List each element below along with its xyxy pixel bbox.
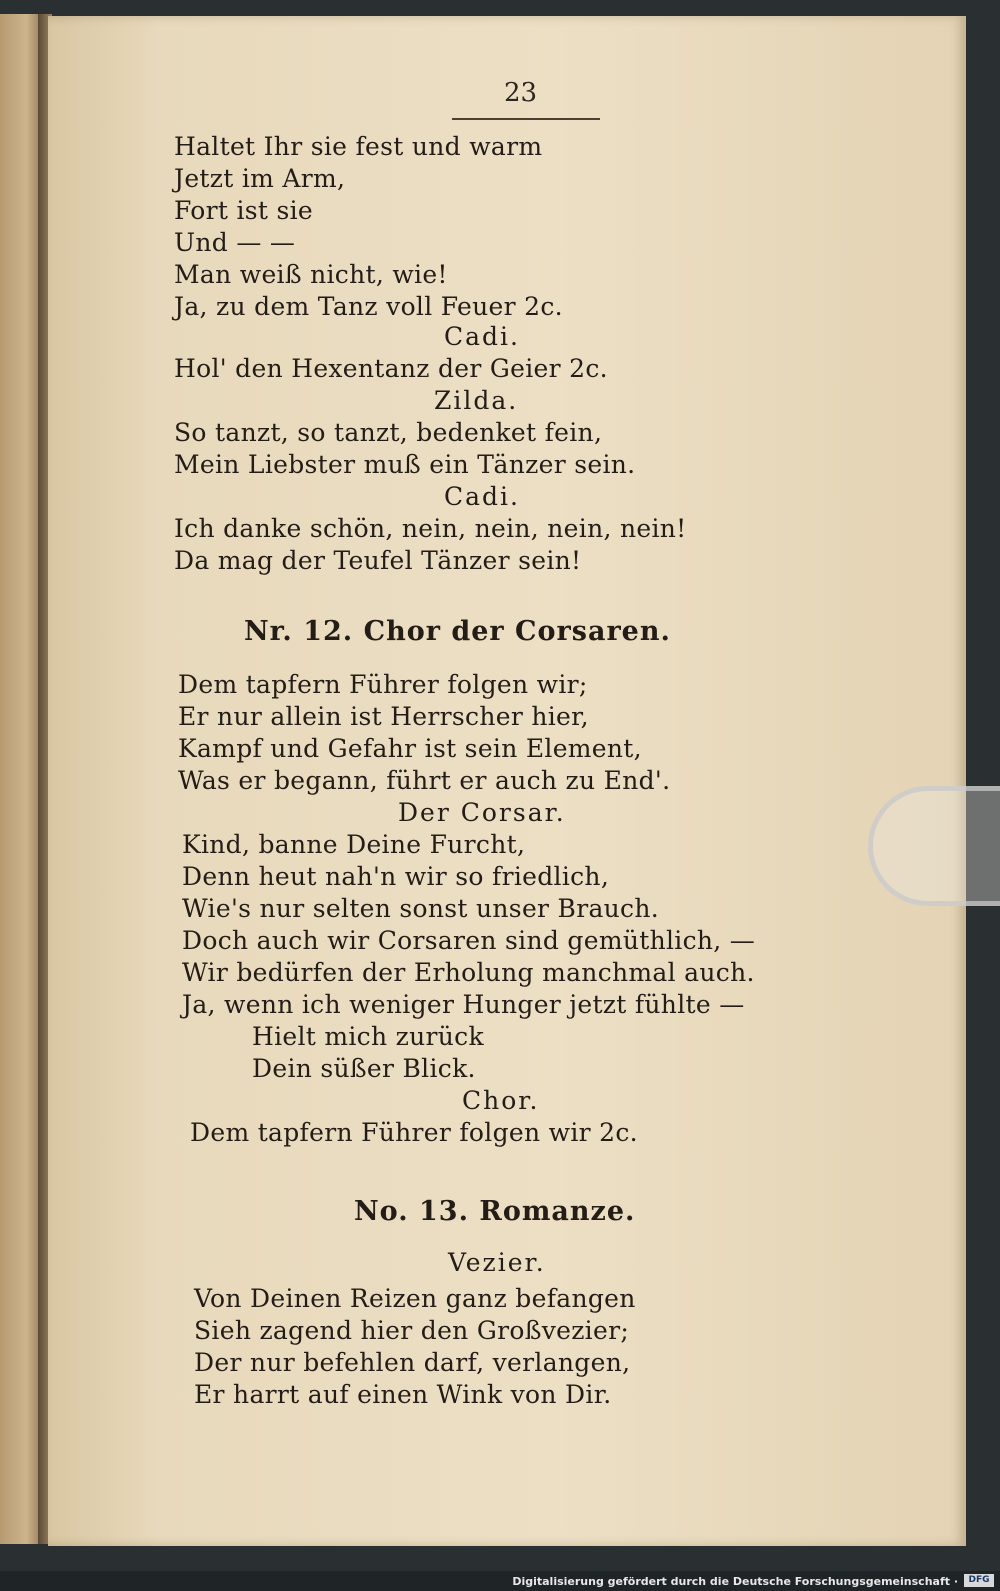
speaker-name: Chor. <box>462 1086 540 1115</box>
book-page <box>48 16 966 1546</box>
verse-line: Kampf und Gefahr ist sein Element, <box>178 734 642 763</box>
verse-line: Er harrt auf einen Wink von Dir. <box>194 1380 612 1409</box>
verse-line: Haltet Ihr sie fest und warm <box>174 132 543 161</box>
footer-credit: Digitalisierung gefördert durch die Deutsche Forschungsgemeinschaft · <box>512 1575 958 1588</box>
verse-line: Der nur befehlen darf, verlangen, <box>194 1348 631 1377</box>
verse-line: Jetzt im Arm, <box>174 164 346 193</box>
verse-line: Ja, zu dem Tanz voll Feuer 2c. <box>174 292 563 321</box>
speaker-name: Vezier. <box>448 1248 546 1277</box>
page-number: 23 <box>504 78 538 108</box>
verse-line: Man weiß nicht, wie! <box>174 260 448 289</box>
verse-line: Dem tapfern Führer folgen wir 2c. <box>190 1118 638 1147</box>
verse-line: Kind, banne Deine Furcht, <box>182 830 526 859</box>
header-rule <box>452 118 600 120</box>
verse-line: Doch auch wir Corsaren sind gemüthlich, — <box>182 926 756 955</box>
verse-line: Da mag der Teufel Tänzer sein! <box>174 546 582 575</box>
speaker-name: Cadi. <box>444 482 520 511</box>
verse-line: Dein süßer Blick. <box>252 1054 476 1083</box>
verse-line: Von Deinen Reizen ganz befangen <box>194 1284 636 1313</box>
verse-line: Denn heut nah'n wir so friedlich, <box>182 862 610 891</box>
verse-line: Hol' den Hexentanz der Geier 2c. <box>174 354 608 383</box>
speaker-name: Der Corsar. <box>398 798 566 827</box>
speaker-name: Cadi. <box>444 322 520 351</box>
verse-line: Was er begann, führt er auch zu End'. <box>178 766 671 795</box>
section-heading: No. 13. Romanze. <box>354 1196 636 1227</box>
verse-line: Ich danke schön, nein, nein, nein, nein! <box>174 514 687 543</box>
verse-line: So tanzt, so tanzt, bedenket fein, <box>174 418 603 447</box>
verse-line: Fort ist sie <box>174 196 314 225</box>
verse-line: Hielt mich zurück <box>252 1022 484 1051</box>
verse-line: Und — — <box>174 228 296 257</box>
verse-line: Sieh zagend hier den Großvezier; <box>194 1316 630 1345</box>
section-heading: Nr. 12. Chor der Corsaren. <box>244 616 671 647</box>
dfg-logo: DFG <box>964 1574 994 1587</box>
verse-line: Ja, wenn ich weniger Hunger jetzt fühlte — <box>182 990 745 1019</box>
verse-line: Er nur allein ist Herrscher hier, <box>178 702 589 731</box>
plastic-clip <box>868 786 1000 906</box>
verse-line: Mein Liebster muß ein Tänzer sein. <box>174 450 636 479</box>
verse-line: Wir bedürfen der Erholung manchmal auch. <box>182 958 755 987</box>
verse-line: Wie's nur selten sonst unser Brauch. <box>182 894 660 923</box>
verse-line: Dem tapfern Führer folgen wir; <box>178 670 588 699</box>
speaker-name: Zilda. <box>434 386 519 415</box>
